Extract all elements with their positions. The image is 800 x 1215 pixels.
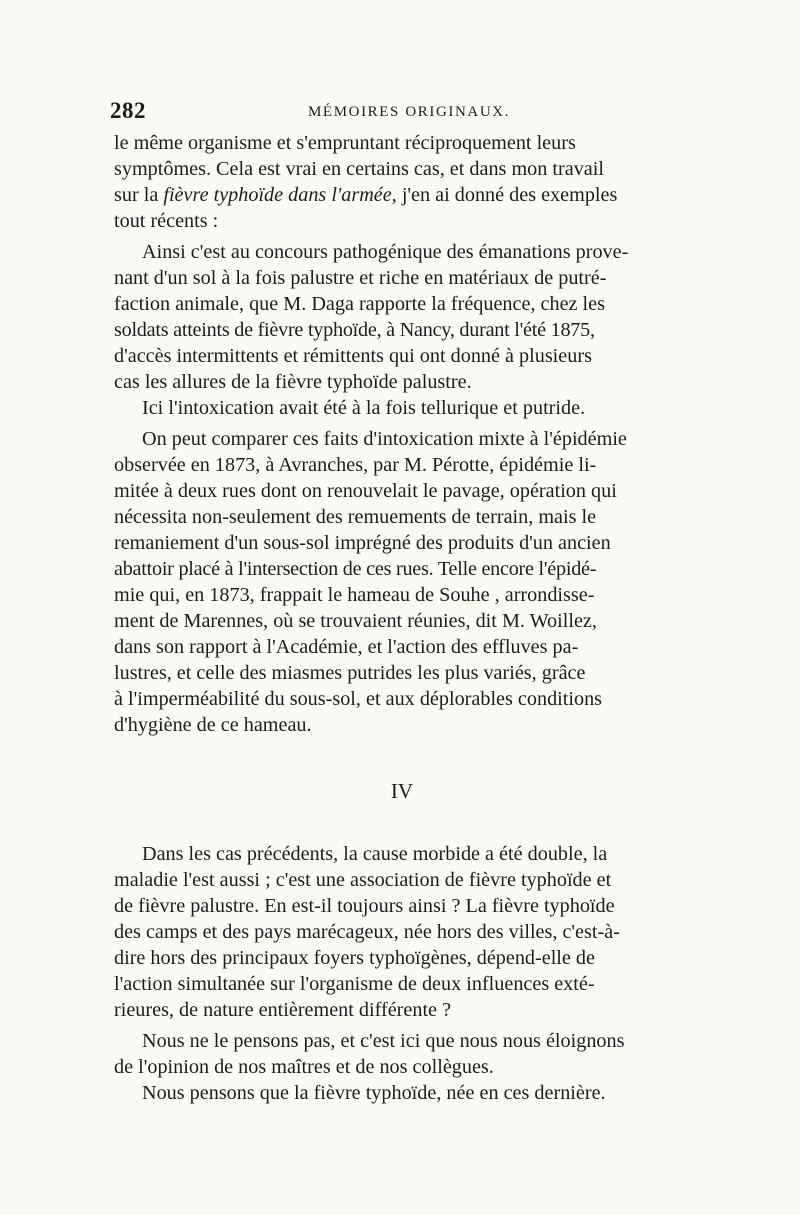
paragraph-continuation bbox=[114, 130, 684, 234]
section-heading: IV bbox=[390, 779, 414, 803]
text-line: le même organisme et s'empruntant réciproquement leurs bbox=[114, 132, 576, 154]
paragraph-avranches bbox=[114, 426, 684, 738]
text-line: symptômes. Cela est vrai en certains cas, et dans mon travail bbox=[114, 158, 604, 180]
text-line: l'action simultanée sur l'organisme de deux influences exté- bbox=[114, 973, 595, 995]
text-line: d'hygiène de ce hameau. bbox=[114, 714, 312, 736]
text-line: tout récents : bbox=[114, 210, 219, 232]
text-line: Nous pensons que la fièvre typhoïde, née en ces dernière. bbox=[142, 1082, 606, 1104]
text-line: des camps et des pays marécageux, née hors des villes, c'est-à- bbox=[114, 921, 620, 943]
text-line: rieures, de nature entièrement différente ? bbox=[114, 999, 452, 1021]
paragraph-section-iv-3 bbox=[114, 1080, 684, 1106]
text-line: Ainsi c'est au concours pathogénique des émanations prove- bbox=[142, 241, 629, 263]
text-line: Ici l'intoxication avait été à la fois tellurique et putride. bbox=[142, 397, 586, 419]
text-line: dire hors des principaux foyers typhoïgènes, dépend-elle de bbox=[114, 947, 595, 969]
paragraph-section-iv-2 bbox=[114, 1028, 684, 1080]
paragraph-intoxication bbox=[114, 395, 684, 421]
text-line: d'accès intermittents et rémittents qui ont donné à plusieurs bbox=[114, 345, 592, 367]
text-line: abattoir placé à l'intersection de ces rues. Telle encore l'épidé- bbox=[114, 558, 597, 580]
text-line: de fièvre palustre. En est-il toujours ainsi ? La fièvre typhoïde bbox=[114, 895, 615, 917]
page-header bbox=[110, 98, 710, 128]
text-line: ment de Marennes, où se trouvaient réunies, dit M. Woillez, bbox=[114, 610, 597, 632]
text-line: mitée à deux rues dont on renouvelait le pavage, opération qui bbox=[114, 480, 617, 502]
text-line: maladie l'est aussi ; c'est une association de fièvre typhoïde et bbox=[114, 869, 612, 891]
text-line: soldats atteints de fièvre typhoïde, à Nancy, durant l'été 1875, bbox=[114, 319, 595, 341]
text-line: de l'opinion de nos maîtres et de nos collègues. bbox=[114, 1056, 494, 1078]
body-text bbox=[114, 130, 684, 1106]
page-number: 282 bbox=[110, 98, 146, 123]
text-line: Dans les cas précédents, la cause morbide a été double, la bbox=[142, 843, 608, 865]
text-line: lustres, et celle des miasmes putrides les plus variés, grâce bbox=[114, 662, 586, 684]
italic-title: fièvre typhoïde dans l'armée bbox=[163, 184, 392, 206]
text-line: On peut comparer ces faits d'intoxication mixte à l'épidémie bbox=[142, 428, 627, 450]
text-line: faction animale, que M. Daga rapporte la fréquence, chez les bbox=[114, 293, 605, 315]
text-line: observée en 1873, à Avranches, par M. Pérotte, épidémie li- bbox=[114, 454, 597, 476]
paragraph-section-iv-1 bbox=[114, 841, 684, 1023]
text-line: nécessita non-seulement des remuements de terrain, mais le bbox=[114, 506, 597, 528]
text-line: nant d'un sol à la fois palustre et riche en matériaux de putré- bbox=[114, 267, 607, 289]
text-line: Nous ne le pensons pas, et c'est ici que nous nous éloignons bbox=[142, 1030, 625, 1052]
paragraph-daga bbox=[114, 239, 684, 395]
text-line: mie qui, en 1873, frappait le hameau de Souhe , arrondisse- bbox=[114, 584, 595, 606]
running-title: MÉMOIRES ORIGINAUX. bbox=[308, 104, 511, 120]
text-line: dans son rapport à l'Académie, et l'action des effluves pa- bbox=[114, 636, 579, 658]
text-line: cas les allures de la fièvre typhoïde palustre. bbox=[114, 371, 472, 393]
text-line-with-title: sur la fièvre typhoïde dans l'armée, j'en ai donné des exemples bbox=[114, 184, 618, 206]
text-line: à l'imperméabilité du sous-sol, et aux déplorables conditions bbox=[114, 688, 603, 710]
text-line: remaniement d'un sous-sol imprégné des produits d'un ancien bbox=[114, 532, 611, 554]
